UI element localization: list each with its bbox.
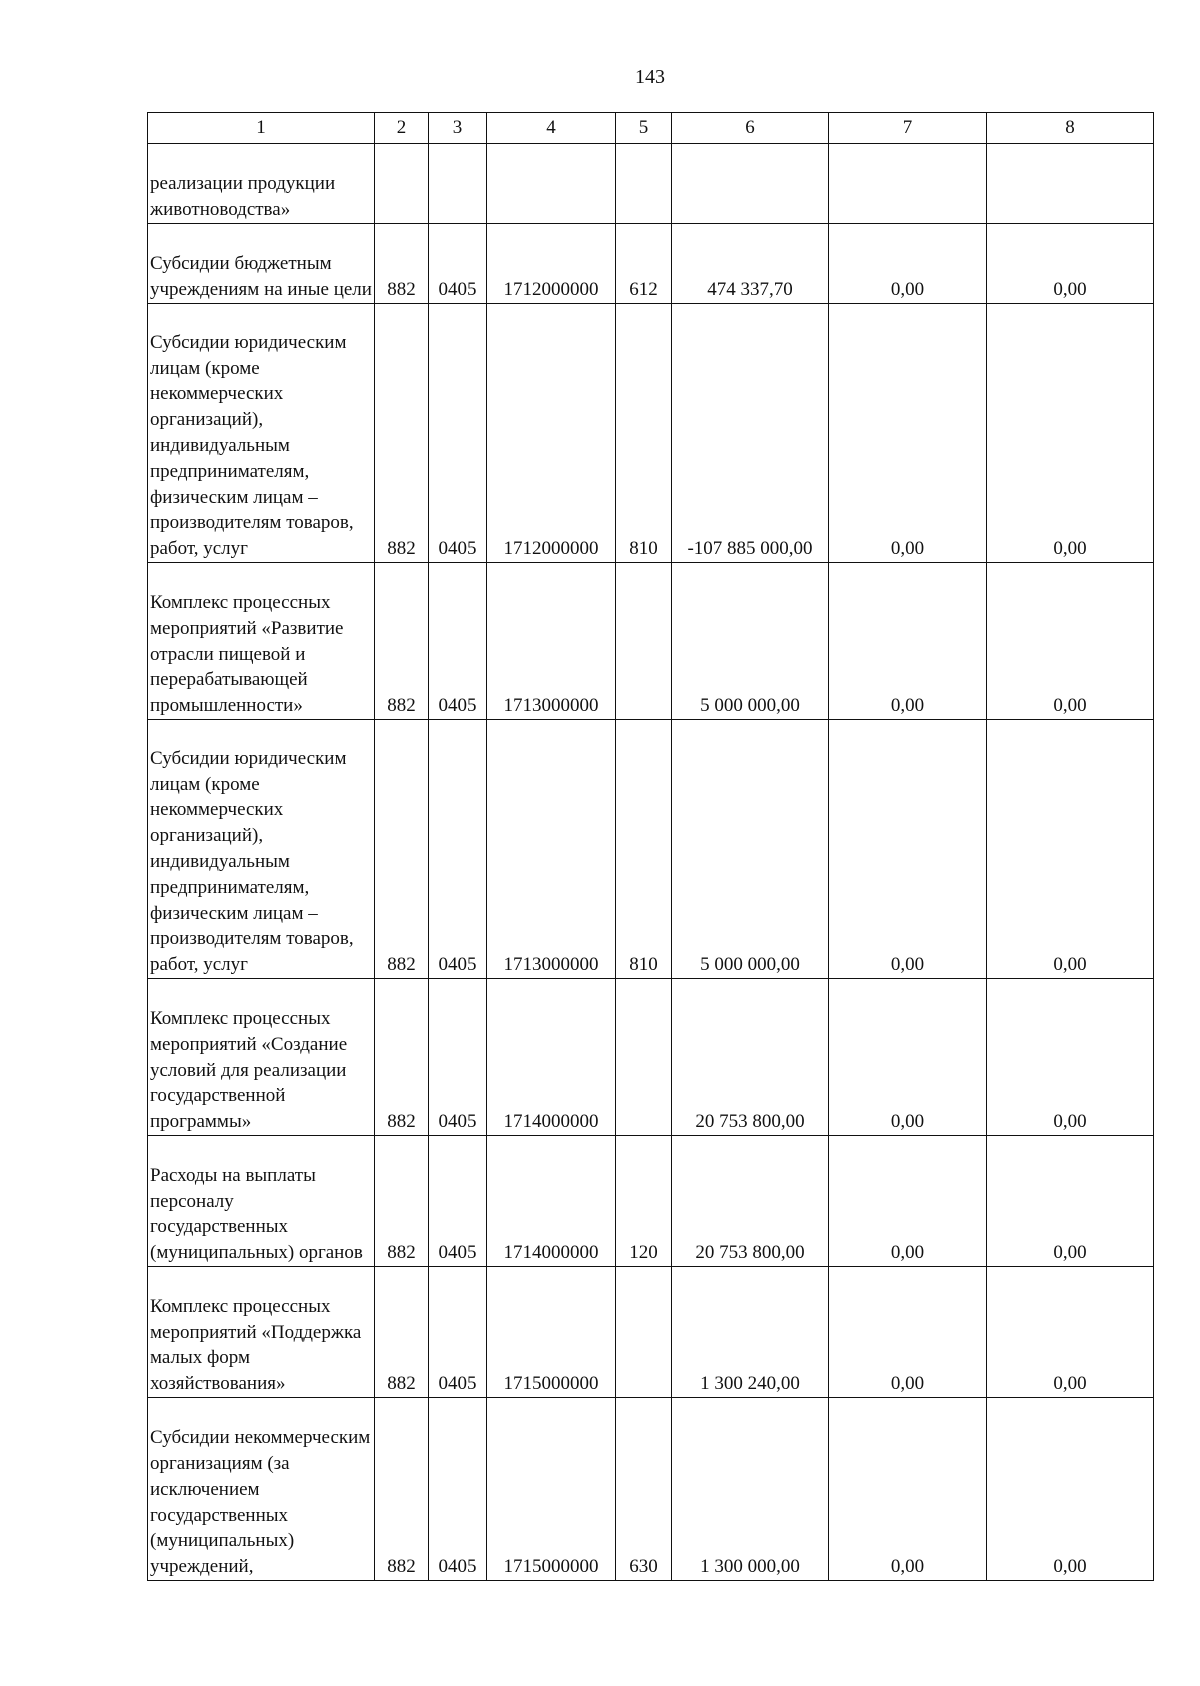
row-section-code: 0405 <box>429 1267 487 1398</box>
col-header-6: 6 <box>672 113 829 144</box>
row-amount-col8: 0,00 <box>987 979 1154 1136</box>
row-amount: 1 300 240,00 <box>672 1267 829 1398</box>
page-number: 143 <box>635 66 665 88</box>
row-amount-col8: 0,00 <box>987 563 1154 720</box>
row-amount-col7: 0,00 <box>829 224 987 304</box>
row-ministry-code <box>375 144 429 224</box>
table-row <box>148 144 1154 224</box>
row-name: Комплекс процессных мероприятий «Развитие отрасли пищевой и перерабатывающей промышленности» <box>148 563 375 720</box>
col-header-3: 3 <box>429 113 487 144</box>
row-section-code: 0405 <box>429 979 487 1136</box>
row-amount: 5 000 000,00 <box>672 720 829 979</box>
row-amount-col7: 0,00 <box>829 304 987 563</box>
row-expense-type <box>616 144 672 224</box>
row-amount-col7: 0,00 <box>829 1398 987 1581</box>
row-name: Субсидии юридическим лицам (кроме некоммерческих организаций), индивидуальным предпринимателям, физическим лицам – производителям товаров, работ, услуг <box>148 720 375 979</box>
table-row <box>148 979 1154 1136</box>
row-section-code <box>429 144 487 224</box>
row-target-code: 1712000000 <box>487 304 616 563</box>
row-amount: 20 753 800,00 <box>672 1136 829 1267</box>
row-section-code: 0405 <box>429 1136 487 1267</box>
table-row <box>148 720 1154 979</box>
row-amount-col8: 0,00 <box>987 224 1154 304</box>
row-target-code: 1713000000 <box>487 720 616 979</box>
row-name: Субсидии некоммерческим организациям (за исключением государственных (муниципальных) учреждений, <box>148 1398 375 1581</box>
row-target-code: 1713000000 <box>487 563 616 720</box>
row-amount-col7: 0,00 <box>829 720 987 979</box>
row-ministry-code: 882 <box>375 1136 429 1267</box>
row-expense-type <box>616 979 672 1136</box>
row-amount-col7 <box>829 144 987 224</box>
row-ministry-code: 882 <box>375 1267 429 1398</box>
row-target-code <box>487 144 616 224</box>
row-expense-type <box>616 1267 672 1398</box>
row-name: Комплекс процессных мероприятий «Поддержка малых форм хозяйствования» <box>148 1267 375 1398</box>
row-amount-col7: 0,00 <box>829 979 987 1136</box>
row-section-code: 0405 <box>429 304 487 563</box>
row-name: Субсидии юридическим лицам (кроме некоммерческих организаций), индивидуальным предпринимателям, физическим лицам – производителям товаров, работ, услуг <box>148 304 375 563</box>
table-row <box>148 1398 1154 1581</box>
row-amount-col8: 0,00 <box>987 1398 1154 1581</box>
row-name: Комплекс процессных мероприятий «Создание условий для реализации государственной программы» <box>148 979 375 1136</box>
col-header-1: 1 <box>148 113 375 144</box>
row-name: Субсидии бюджетным учреждениям на иные цели <box>148 224 375 304</box>
row-amount-col7: 0,00 <box>829 1267 987 1398</box>
row-target-code: 1712000000 <box>487 224 616 304</box>
row-amount: -107 885 000,00 <box>672 304 829 563</box>
row-ministry-code: 882 <box>375 563 429 720</box>
row-expense-type: 612 <box>616 224 672 304</box>
row-amount: 20 753 800,00 <box>672 979 829 1136</box>
table-row <box>148 1136 1154 1267</box>
row-amount-col8 <box>987 144 1154 224</box>
row-section-code: 0405 <box>429 1398 487 1581</box>
row-target-code: 1715000000 <box>487 1398 616 1581</box>
row-ministry-code: 882 <box>375 979 429 1136</box>
table-row <box>148 563 1154 720</box>
row-name: Расходы на выплаты персоналу государственных (муниципальных) органов <box>148 1136 375 1267</box>
row-section-code: 0405 <box>429 224 487 304</box>
row-expense-type <box>616 563 672 720</box>
row-amount-col8: 0,00 <box>987 1136 1154 1267</box>
col-header-7: 7 <box>829 113 987 144</box>
row-ministry-code: 882 <box>375 1398 429 1581</box>
table-row <box>148 224 1154 304</box>
col-header-2: 2 <box>375 113 429 144</box>
row-target-code: 1714000000 <box>487 1136 616 1267</box>
row-expense-type: 810 <box>616 304 672 563</box>
row-target-code: 1715000000 <box>487 1267 616 1398</box>
row-amount-col7: 0,00 <box>829 563 987 720</box>
row-amount: 5 000 000,00 <box>672 563 829 720</box>
row-amount: 474 337,70 <box>672 224 829 304</box>
header-row <box>148 113 1154 144</box>
row-name: реализации продукции животноводства» <box>148 144 375 224</box>
col-header-8: 8 <box>987 113 1154 144</box>
row-expense-type: 120 <box>616 1136 672 1267</box>
table-row <box>148 304 1154 563</box>
col-header-5: 5 <box>616 113 672 144</box>
budget-table <box>147 112 1154 1581</box>
row-section-code: 0405 <box>429 563 487 720</box>
row-ministry-code: 882 <box>375 720 429 979</box>
row-amount-col8: 0,00 <box>987 720 1154 979</box>
row-amount-col8: 0,00 <box>987 304 1154 563</box>
row-amount: 1 300 000,00 <box>672 1398 829 1581</box>
row-target-code: 1714000000 <box>487 979 616 1136</box>
row-amount <box>672 144 829 224</box>
row-section-code: 0405 <box>429 720 487 979</box>
row-amount-col8: 0,00 <box>987 1267 1154 1398</box>
row-amount-col7: 0,00 <box>829 1136 987 1267</box>
row-expense-type: 810 <box>616 720 672 979</box>
row-ministry-code: 882 <box>375 224 429 304</box>
row-expense-type: 630 <box>616 1398 672 1581</box>
col-header-4: 4 <box>487 113 616 144</box>
row-ministry-code: 882 <box>375 304 429 563</box>
table-row <box>148 1267 1154 1398</box>
